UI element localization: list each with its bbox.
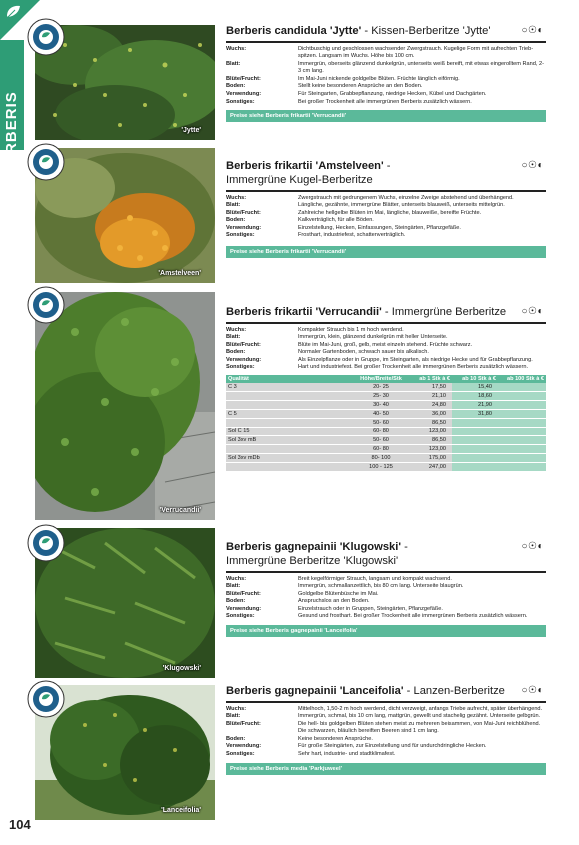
plant-title: Berberis gagnepainii 'Klugowski' - [226, 541, 408, 553]
light-symbols-icon: ○☉◐ [521, 541, 544, 552]
price-table-row [226, 436, 546, 445]
section-tab [0, 40, 24, 177]
plant-photo-verrucandii [35, 292, 215, 520]
price-table-cell: 60- 80 [356, 445, 406, 454]
price-table-cell: 36,00 [406, 409, 452, 418]
price-table-cell: 80- 100 [356, 453, 406, 462]
price-table-cell [498, 418, 546, 427]
price-reference-bar: Preise siehe Berberis frikartii 'Verrucandii' [226, 110, 546, 122]
price-table-cell: 100 - 125 [356, 462, 406, 471]
quality-seal-icon [27, 680, 65, 718]
price-table-cell: Sol 3xv mDb [226, 453, 356, 462]
quality-seal-icon [27, 524, 65, 562]
photo-label: 'Klugowski' [162, 665, 201, 672]
attribute-list: Wuchs: Dichtbuschig und geschlossen wachsender Zwergstrauch. Kugelige Form mit aufrechten Triebspitzen. Langsam im Wuchs. Höhe bis 100 cm. Blatt: Immergrün, oberseits glänzend dunkelgrün, unterseits weiß bereift, mit etwas eingerolltem Rand, 2-3 cm lang. Blüte/Frucht: Im Mai-Juni nickende goldgelbe Blüten. Früchte länglich eiförmig. Boden: Stellt keine besonderen Ansprüche an den Boden. Verwendung: Für Steingarten, Grabbepflanzung, niedrige Hecken, Kübel und Dachgärten. Sonstiges: Bei großer Trockenheit alle immergrünen Berberis zusätzlich wässern. [226, 45, 544, 105]
attribute-list: Wuchs: Zwergstrauch mit gedrungenem Wuchs, einzelne Zweige abstehend und überhängend. Blatt: Längliche, gezähnte, immergrüne Blätter, unterseits blauweiß, unterseits mittelgrün. Blüte/Frucht: Zahlreiche hellgelbe Blüten im Mai, längliche, blauweiße, bereifte Früchte. Boden: Kalkverträglich, für alle Böden. Verwendung: Einzelstellung, Hecken, Einfassungen, Steingärten, Pflanzgefäße. Sonstiges: Frosthart, industriefest, schattenverträglich. [226, 194, 514, 239]
price-table-row [226, 418, 546, 427]
plant-entry-lanceifolia [226, 684, 546, 775]
quality-seal-icon [27, 18, 65, 56]
light-symbols-icon: ○☉◐ [521, 685, 544, 696]
price-table-cell: 31,80 [452, 409, 498, 418]
price-table-cell: 50- 60 [356, 436, 406, 445]
light-symbols-icon: ○☉◐ [521, 25, 544, 36]
price-reference-bar: Preise siehe Berberis gagnepainii 'Lanceifolia' [226, 625, 546, 637]
price-table-cell [498, 401, 546, 410]
divider [226, 41, 546, 43]
photo-label: 'Lanceifolia' [161, 807, 201, 814]
page-number: 104 [9, 817, 31, 832]
price-table-cell: 24,80 [406, 401, 452, 410]
plant-title: Berberis gagnepainii 'Lanceifolia' - Lanzen-Berberitze [226, 685, 505, 697]
price-table-cell: 30- 40 [356, 401, 406, 410]
price-table-cell [498, 409, 546, 418]
photo-label: 'Jytte' [181, 127, 201, 134]
price-table-cell [452, 427, 498, 436]
price-table-cell: Sol C 15 [226, 427, 356, 436]
price-table-cell [498, 427, 546, 436]
plant-subtitle: Immergrüne Kugel-Berberitze [226, 174, 373, 186]
price-table-row [226, 383, 546, 392]
price-table-row [226, 401, 546, 410]
price-table-row [226, 462, 546, 471]
price-table-cell: 50- 60 [356, 418, 406, 427]
plant-title: Berberis frikartii 'Amstelveen' - [226, 160, 391, 172]
price-table-cell [226, 401, 356, 410]
price-table-cell: 86,50 [406, 418, 452, 427]
divider [226, 571, 546, 573]
divider [226, 701, 546, 703]
price-table-cell: 20- 25 [356, 383, 406, 392]
price-reference-bar: Preise siehe Berberis media 'Parkjuweel' [226, 763, 546, 775]
price-table-cell [452, 462, 498, 471]
plant-title: Berberis frikartii 'Verrucandii' - Immergrüne Berberitze [226, 306, 507, 318]
light-symbols-icon: ○☉◐ [521, 306, 544, 317]
plant-subtitle: Immergrüne Berberitze 'Klugowski' [226, 555, 399, 567]
price-table [226, 375, 546, 471]
price-table-cell: 21,10 [406, 392, 452, 401]
price-table-cell [498, 453, 546, 462]
plant-entry-verrucandii [226, 305, 546, 472]
price-table-cell: 18,60 [452, 392, 498, 401]
price-table-cell [452, 445, 498, 454]
quality-seal-icon [27, 143, 65, 181]
price-table-cell: 25- 30 [356, 392, 406, 401]
price-table-cell [498, 445, 546, 454]
price-table-cell: C 3 [226, 383, 356, 392]
price-table-cell [452, 453, 498, 462]
price-table-cell: 175,00 [406, 453, 452, 462]
price-table-cell: 123,00 [406, 427, 452, 436]
plant-entry-klugowski [226, 540, 546, 637]
price-table-cell [226, 392, 356, 401]
price-table-cell [498, 392, 546, 401]
price-table-cell [226, 462, 356, 471]
price-table-row [226, 453, 546, 462]
attribute-list: Wuchs: Mittelhoch, 1,50-2 m hoch werdend, dicht verzweigt, anfangs Triebe aufrecht, später überhängend. Blatt: Immergrün, schmal, bis 10 cm lang, mattgrün, gewellt und stachelig gezähnt. Unterseite gelbgrün. Blüte/Frucht: Die hell- bis goldgelben Blüten stehen meist zu mehreren beisammen, von Mai-Juni reichblühend. Die schwarzen, bläulich bereiften Beeren sind 1 cm lang. Boden: Keine besonderen Ansprüche. Verwendung: Für große Steingärten, zur Einzelstellung und für undurchdringliche Hecken. Sonstiges: Sehr hart, industrie- und stadtklimafest. [226, 705, 543, 758]
price-table-cell [226, 445, 356, 454]
attribute-list: Wuchs: Breit kegelförmiger Strauch, langsam und kompakt wachsend. Blatt: Immergrün, schmallanzettlich, bis 80 cm lang. Unterseite blaugrün. Blüte/Frucht: Goldgelbe Blütenbüsche im Mai. Boden: Anspruchslos an den Boden. Verwendung: Einzelstrauch oder in Gruppen, Steingärten, Pflanzgefäße. Sonstiges: Gesund und frosthart. Bei großer Trockenheit alle immergrünen Berberis zusätzlich wässern. [226, 575, 528, 620]
price-table-cell [452, 436, 498, 445]
price-table-row [226, 445, 546, 454]
section-title: BERBERIS [3, 91, 20, 177]
plant-entry-amstelveen [226, 159, 546, 258]
price-table-row [226, 392, 546, 401]
price-table-cell: 40- 50 [356, 409, 406, 418]
price-table-row [226, 409, 546, 418]
price-table-cell [226, 418, 356, 427]
price-table-cell [498, 462, 546, 471]
price-table-cell: Sol 3xv mB [226, 436, 356, 445]
plant-entry-jytte [226, 24, 546, 122]
price-reference-bar: Preise siehe Berberis frikartii 'Verrucandii' [226, 246, 546, 258]
quality-seal-icon [27, 286, 65, 324]
divider [226, 322, 546, 324]
attribute-list: Wuchs: Kompakter Strauch bis 1 m hoch werdend. Blatt: Immergrün, klein, glänzend dunkelgrün mit heller Unterseite. Blüte/Frucht: Blüte im Mai-Juni, groß, gelb, meist einzeln stehend. Früchte schwarz. Boden: Normaler Gartenboden, schwach sauer bis alkalisch. Verwendung: Als Einzelpflanze oder in Gruppe, im Steingarten, als niedrige Hecke und für Grabbepflanzung. Sonstiges: Hart und industriefest. Bei großer Trockenheit alle immergrünen Berberis zusätzlich wässern. [226, 326, 533, 371]
price-table-cell [498, 383, 546, 392]
price-table-cell: 60- 80 [356, 427, 406, 436]
divider [226, 190, 546, 192]
price-table-cell: 123,00 [406, 445, 452, 454]
plant-title: Berberis candidula 'Jytte' - Kissen-Berberitze 'Jytte' [226, 25, 491, 37]
price-table-cell: 247,00 [406, 462, 452, 471]
price-table-row [226, 427, 546, 436]
photo-label: 'Amstelveen' [158, 270, 201, 277]
price-table-cell [452, 418, 498, 427]
price-table-cell: 17,50 [406, 383, 452, 392]
light-symbols-icon: ○☉◐ [521, 160, 544, 171]
price-table-cell [498, 436, 546, 445]
price-table-header: Qualität Höhe/Breite/Stk ab 1 Stk à € ab 10 Stk à € ab 100 Stk à € [228, 376, 544, 383]
photo-label: 'Verrucandii' [159, 507, 201, 514]
price-table-cell: 86,50 [406, 436, 452, 445]
price-table-cell: 15,40 [452, 383, 498, 392]
price-table-cell: C 5 [226, 409, 356, 418]
price-table-cell: 21,90 [452, 401, 498, 410]
